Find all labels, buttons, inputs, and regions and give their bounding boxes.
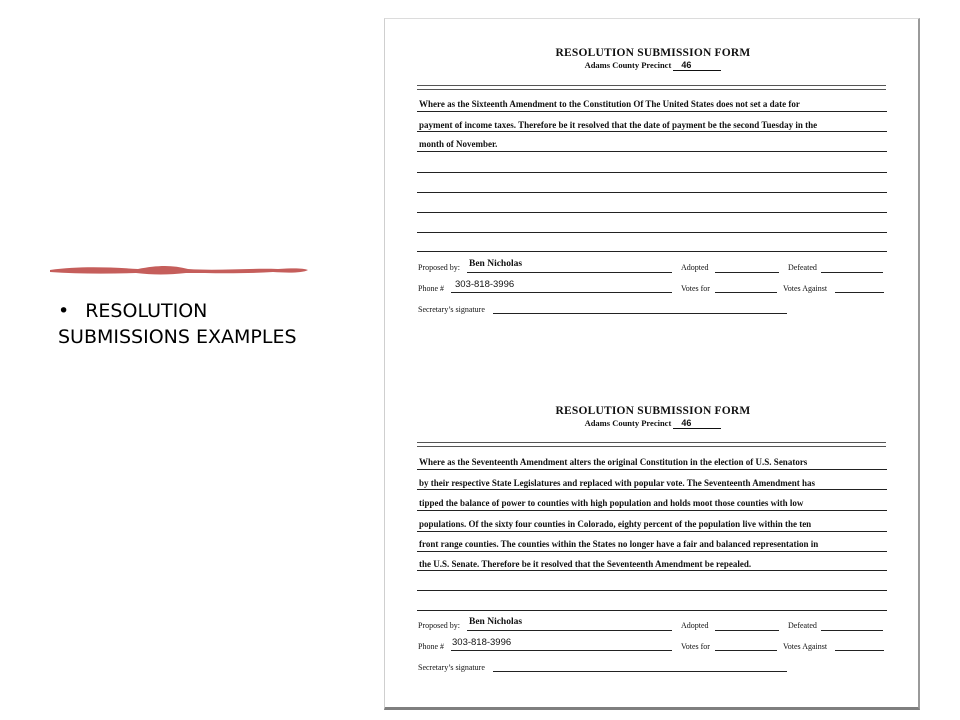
votes-against-underline (835, 650, 884, 651)
adopted-underline (715, 630, 779, 631)
rule-line (417, 489, 887, 490)
rule-line (417, 131, 887, 132)
adopted-underline (715, 272, 779, 273)
secretary-underline (493, 671, 787, 672)
defeated-underline (821, 630, 883, 631)
form-title: RESOLUTION SUBMISSION FORM (555, 405, 751, 417)
proposed-by-value: Ben Nicholas (469, 259, 523, 269)
votes-for-label: Votes for (681, 284, 710, 293)
phone-label: Phone # (418, 642, 444, 651)
rule-line (417, 232, 887, 233)
resolution-line: the U.S. Senate. Therefore be it resolved that the Seventeenth Amendment be repealed. (419, 559, 752, 569)
defeated-label: Defeated (788, 621, 817, 630)
votes-against-underline (835, 292, 884, 293)
form-title: RESOLUTION SUBMISSION FORM (555, 47, 751, 59)
form-subtitle (385, 418, 921, 429)
bullet-list (58, 298, 298, 350)
adopted-label: Adopted (681, 263, 709, 272)
phone-underline (451, 292, 672, 293)
proposed-by-underline (467, 630, 672, 631)
secretary-underline (493, 313, 787, 314)
resolution-line: tipped the balance of power to counties with high population and holds moot those counties with low (419, 498, 804, 508)
rule-line (417, 111, 887, 112)
proposed-by-label: Proposed by: (418, 263, 460, 272)
precinct-number: 46 (673, 418, 721, 429)
rule-line (417, 151, 887, 152)
defeated-label: Defeated (788, 263, 817, 272)
rule-line (417, 551, 887, 552)
precinct-label: Adams County Precinct (584, 60, 672, 70)
adopted-label: Adopted (681, 621, 709, 630)
resolution-line: payment of income taxes. Therefore be it resolved that the date of payment be the second Tuesday in the (419, 120, 818, 130)
bullet-dot: • (58, 300, 70, 322)
rule-line (417, 570, 887, 571)
separator-line (417, 442, 886, 447)
resolution-line: Where as the Seventeenth Amendment alters the original Constitution in the election of U.S. Senators (419, 457, 808, 467)
phone-underline (451, 650, 672, 651)
secretary-label: Secretary’s signature (418, 663, 485, 672)
votes-for-underline (715, 292, 777, 293)
secretary-label: Secretary’s signature (418, 305, 485, 314)
rule-line (417, 251, 887, 252)
phone-label: Phone # (418, 284, 444, 293)
document-page (384, 18, 920, 710)
rule-line (417, 192, 887, 193)
proposed-by-underline (467, 272, 672, 273)
votes-against-label: Votes Against (783, 642, 828, 651)
rule-line (417, 531, 887, 532)
rule-line (417, 172, 887, 173)
precinct-number: 46 (673, 60, 721, 71)
rule-line (417, 469, 887, 470)
separator-line (417, 85, 886, 90)
precinct-label: Adams County Precinct (584, 418, 672, 428)
rule-line (417, 610, 887, 611)
proposed-by-value: Ben Nicholas (469, 617, 523, 627)
rule-line (417, 510, 887, 511)
red-brush-stroke (48, 262, 310, 278)
resolution-line: by their respective State Legislatures and replaced with popular vote. The Seventeenth Amendment has (419, 478, 815, 488)
resolution-line: populations. Of the sixty four counties in Colorado, eighty percent of the population live within the ten (419, 519, 812, 529)
resolution-line: month of November. (419, 139, 498, 149)
votes-for-underline (715, 650, 777, 651)
votes-against-label: Votes Against (783, 284, 828, 293)
resolution-line: Where as the Sixteenth Amendment to the Constitution Of The United States does not set a date for (419, 99, 800, 109)
resolution-line: front range counties. The counties within the States no longer have a fair and balanced representation in (419, 539, 819, 549)
rule-line (417, 590, 887, 591)
phone-value: 303-818-3996 (452, 637, 512, 648)
defeated-underline (821, 272, 883, 273)
proposed-by-label: Proposed by: (418, 621, 460, 630)
rule-line (417, 212, 887, 213)
phone-value: 303-818-3996 (455, 279, 515, 290)
votes-for-label: Votes for (681, 642, 710, 651)
form-subtitle (385, 60, 921, 71)
bullet-text: RESOLUTION SUBMISSIONS EXAMPLES (58, 300, 297, 348)
